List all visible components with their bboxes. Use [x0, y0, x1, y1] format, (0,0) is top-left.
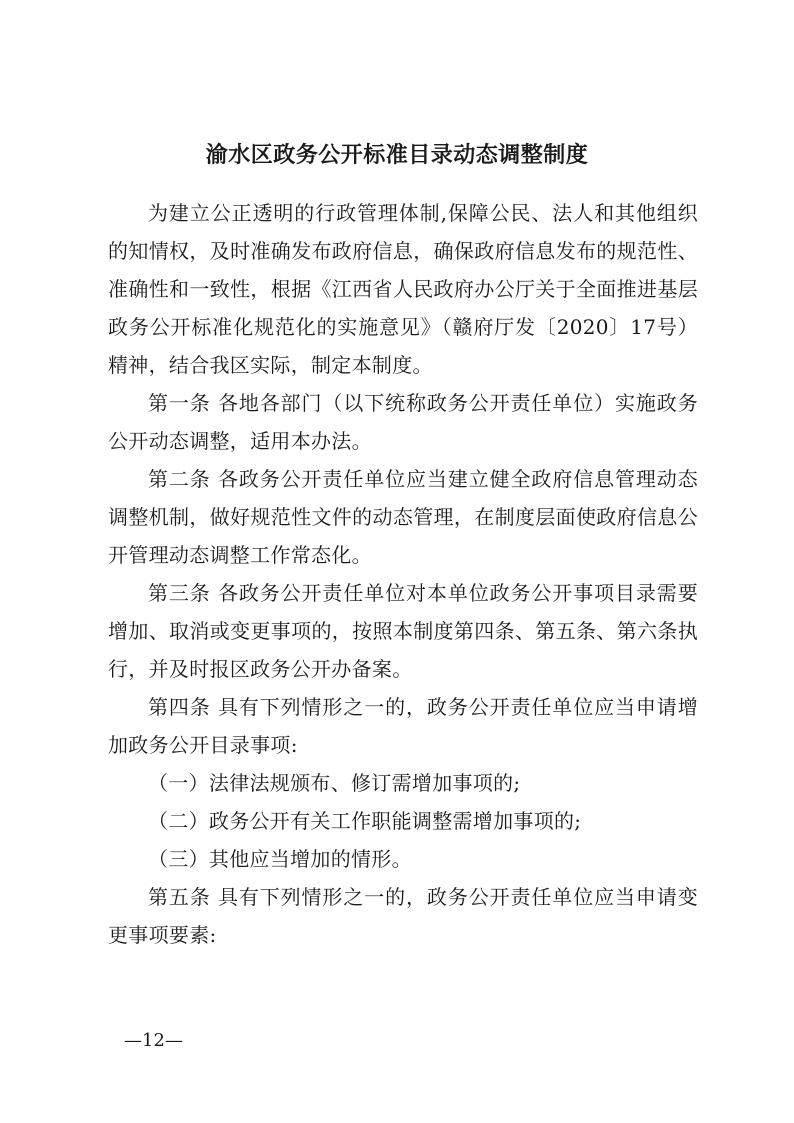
paragraph-article-1: 第一条 各地各部门（以下统称政务公开责任单位）实施政务公开动态调整，适用本办法。 [108, 391, 698, 453]
paragraph-item-2: （二）政务公开有关工作职能调整需增加事项的; [148, 809, 582, 833]
paragraph-item-1: （一）法律法规颁布、修订需增加事项的; [148, 771, 521, 795]
paragraph-article-5: 第五条 具有下列情形之一的，政务公开责任单位应当申请变更事项要素: [108, 885, 698, 947]
document-body [108, 194, 698, 954]
paragraph-article-4: 第四条 具有下列情形之一的，政务公开责任单位应当申请增加政务公开目录事项: [108, 695, 698, 757]
paragraph-item-3: （三）其他应当增加的情形。 [148, 847, 412, 871]
page-number: —12— [124, 1030, 183, 1051]
document-title: 渝水区政务公开标准目录动态调整制度 [205, 143, 589, 168]
paragraph-article-3: 第三条 各政务公开责任单位对本单位政务公开事项目录需要增加、取消或变更事项的，按照本制度第四条、第五条、第六条执行，并及时报区政务公开办备案。 [108, 581, 698, 681]
paragraph-article-2: 第二条 各政务公开责任单位应当建立健全政府信息管理动态调整机制，做好规范性文件的动态管理，在制度层面使政府信息公开管理动态调整工作常态化。 [108, 467, 698, 567]
paragraph-preamble: 为建立公正透明的行政管理体制,保障公民、法人和其他组织的知情权，及时准确发布政府信息，确保政府信息发布的规范性、准确性和一致性，根据《江西省人民政府办公厅关于全面推进基层政务公开标准化规范化的实施意见》（赣府厅发〔2020〕17号）精神，结合我区实际，制定本制度。 [108, 201, 698, 377]
